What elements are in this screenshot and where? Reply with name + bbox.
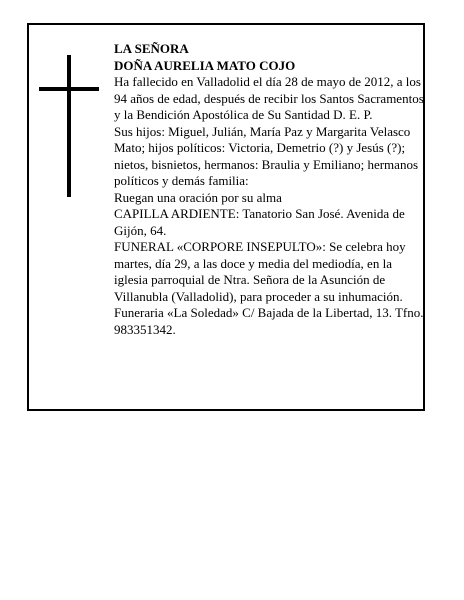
- obituary-notice: [27, 23, 425, 411]
- family-members: Sus hijos: Miguel, Julián, María Paz y Margarita Velasco Mato; hijos políticos: Victoria, Demetrio (?) y Jesús (?); nietos, bisnietos, hermanos: Braulia y Emiliano; hermanos políticos y demás familia:: [114, 123, 419, 188]
- deceased-name: DOÑA AURELIA MATO COJO: [114, 57, 296, 73]
- cross-horizontal-bar: [39, 87, 99, 91]
- death-announcement: Ha fallecido en Valladolid el día 28 de mayo de 2012, a los 94 años de edad, después de recibir los Santos Sacramentos y la Bendición Apostólica de Su Santidad D. E. P.: [114, 74, 424, 122]
- prayer-request: Ruegan una oración por su alma: [114, 189, 282, 205]
- funeral-details: FUNERAL «CORPORE INSEPULTO»: Se celebra hoy martes, día 29, a las doce y media del mediodía, en la iglesia parroquial de Ntra. Señora de la Asunción de Villanubla (Valladolid), para proceder a su inhumación.: [114, 239, 406, 304]
- notice-title: LA SEÑORA: [114, 41, 189, 56]
- funeral-home-contact: Funeraria «La Soledad» C/ Bajada de la Libertad, 13. Tfno. 983351342.: [114, 305, 424, 337]
- cross-vertical-bar: [67, 55, 71, 197]
- notice-text-block: [114, 41, 424, 338]
- latin-cross-icon: [39, 55, 99, 197]
- wake-location: CAPILLA ARDIENTE: Tanatorio San José. Avenida de Gijón, 64.: [114, 206, 405, 238]
